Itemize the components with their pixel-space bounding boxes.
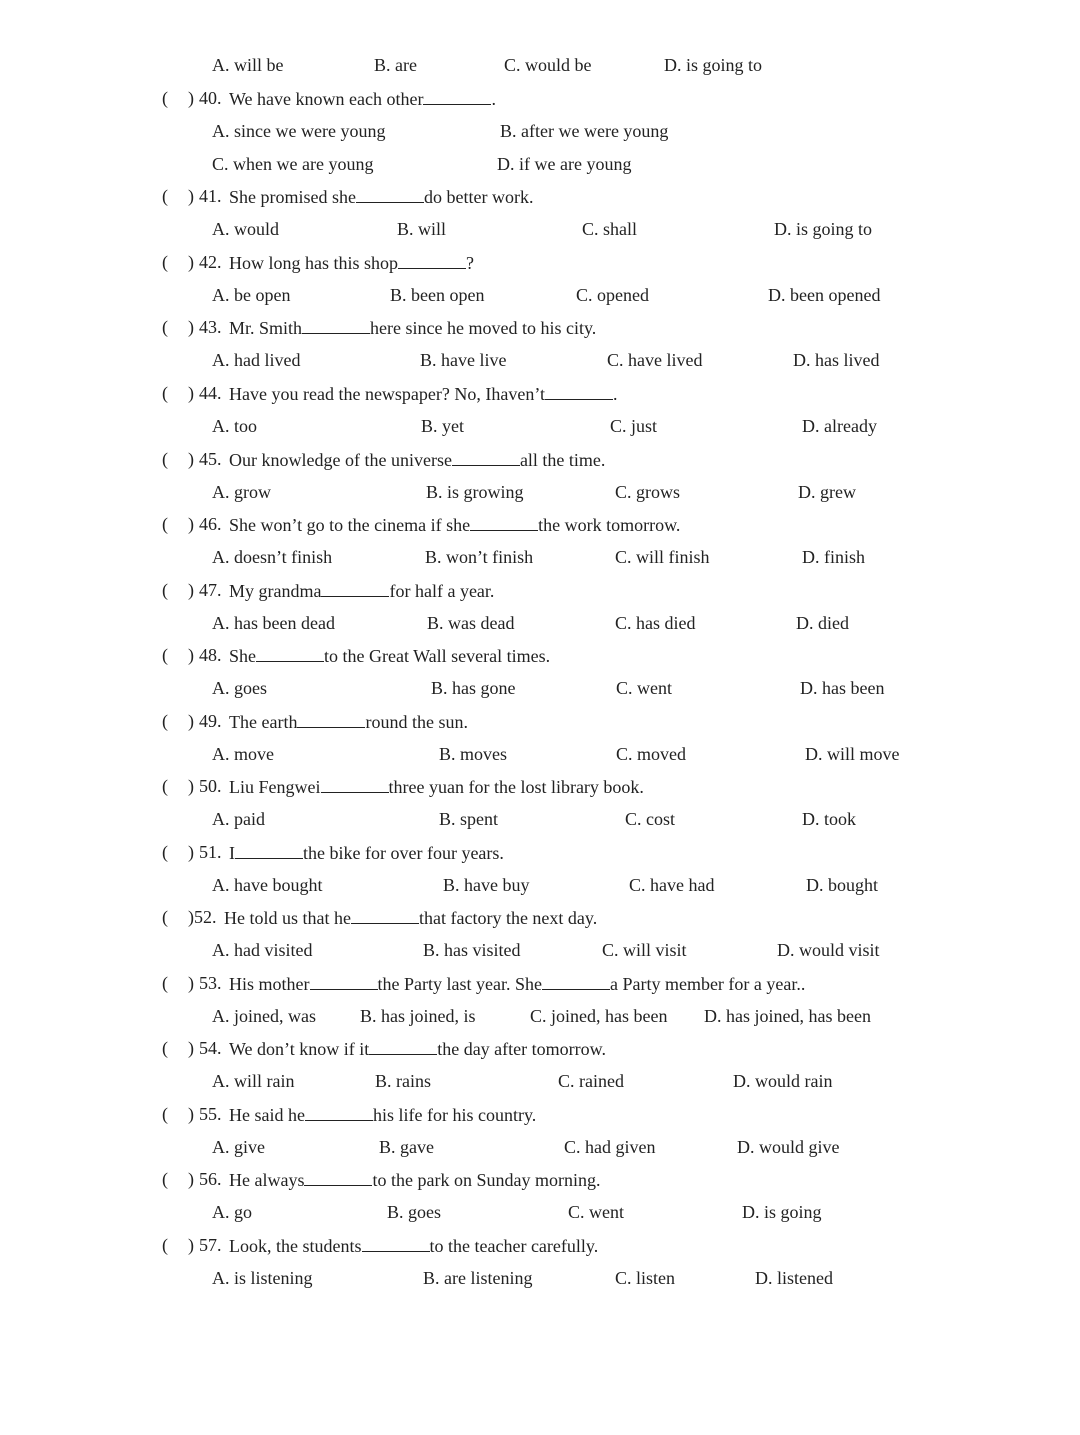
- question-number: 48.: [199, 645, 222, 665]
- q56-option-c: C. went: [568, 1202, 624, 1222]
- answer-paren-open: (: [162, 580, 168, 600]
- answer-paren-close: ): [188, 645, 194, 665]
- q53-option-d: D. has joined, has been: [704, 1006, 871, 1026]
- answer-paren-close: ): [188, 186, 194, 206]
- answer-blank: [452, 446, 520, 466]
- q55-option-a: A. give: [212, 1137, 265, 1157]
- q43-option-b: B. have live: [420, 350, 507, 370]
- q55-option-d: D. would give: [737, 1137, 840, 1157]
- q39-option-a: A. will be: [212, 55, 284, 75]
- answer-paren-close: ): [188, 1169, 194, 1189]
- question-stem: My grandma for half a year.: [229, 577, 494, 604]
- q44-option-c: C. just: [610, 416, 658, 436]
- q50-option-d: D. took: [802, 809, 856, 829]
- q52-option-c: C. will visit: [602, 940, 687, 960]
- question-number: 51.: [199, 842, 222, 862]
- question-stem: Liu Fengwei three yuan for the lost library book.: [229, 773, 644, 800]
- answer-blank: [305, 1101, 373, 1121]
- q48-option-d: D. has been: [800, 678, 885, 698]
- question-number: 46.: [199, 514, 222, 534]
- answer-paren-open: (: [162, 252, 168, 272]
- q56-option-d: D. is going: [742, 1202, 822, 1222]
- answer-blank: [545, 380, 613, 400]
- q45-option-d: D. grew: [798, 482, 856, 502]
- q56-option-a: A. go: [212, 1202, 252, 1222]
- question-number: 50.: [199, 776, 222, 796]
- question-stem: Have you read the newspaper? No, Ihaven’t .: [229, 380, 618, 407]
- q54-option-c: C. rained: [558, 1071, 624, 1091]
- question-number: 43.: [199, 317, 222, 337]
- answer-paren-open: (: [162, 383, 168, 403]
- answer-paren-close: ): [188, 317, 194, 337]
- q46-option-b: B. won’t finish: [425, 547, 534, 567]
- answer-paren-close: ): [188, 383, 194, 403]
- answer-paren-close: ): [188, 580, 194, 600]
- answer-blank: [235, 839, 303, 859]
- q40-option-c: C. when we are young: [212, 154, 374, 174]
- answer-blank: [321, 773, 389, 793]
- answer-paren-open: (: [162, 1104, 168, 1124]
- answer-blank: [304, 1166, 372, 1186]
- q51-option-c: C. have had: [629, 875, 715, 895]
- q39-option-c: C. would be: [504, 55, 592, 75]
- q55-option-c: C. had given: [564, 1137, 656, 1157]
- q46-option-c: C. will finish: [615, 547, 710, 567]
- answer-paren-close: ): [188, 1104, 194, 1124]
- question-number: 41.: [199, 186, 222, 206]
- q47-option-b: B. was dead: [427, 613, 515, 633]
- answer-blank: [302, 314, 370, 334]
- q41-option-d: D. is going to: [774, 219, 873, 239]
- question-stem: Look, the students to the teacher carefully.: [229, 1232, 598, 1259]
- q45-option-b: B. is growing: [426, 482, 524, 502]
- q53-option-c: C. joined, has been: [530, 1006, 668, 1026]
- answer-paren-open: (: [162, 711, 168, 731]
- q42-option-b: B. been open: [390, 285, 485, 305]
- q57-option-c: C. listen: [615, 1268, 676, 1288]
- q50-option-b: B. spent: [439, 809, 499, 829]
- q52-option-d: D. would visit: [777, 940, 880, 960]
- answer-paren-close: ): [188, 1038, 194, 1058]
- q49-option-a: A. move: [212, 744, 274, 764]
- question-number: 49.: [199, 711, 222, 731]
- question-number: 56.: [199, 1169, 222, 1189]
- answer-blank: [310, 970, 378, 990]
- question-stem: She promised she do better work.: [229, 183, 533, 210]
- q40-option-d: D. if we are young: [497, 154, 632, 174]
- q47-option-c: C. has died: [615, 613, 696, 633]
- answer-paren-open: (: [162, 1235, 168, 1255]
- q52-option-b: B. has visited: [423, 940, 521, 960]
- answer-paren-open: (: [162, 842, 168, 862]
- q39-option-d: D. is going to: [664, 55, 763, 75]
- answer-paren-open: (: [162, 449, 168, 469]
- q50-option-c: C. cost: [625, 809, 676, 829]
- question-stem: Mr. Smith here since he moved to his city.: [229, 314, 596, 341]
- question-number: 54.: [199, 1038, 222, 1058]
- answer-paren-open: (: [162, 973, 168, 993]
- answer-paren-open: (: [162, 1038, 168, 1058]
- question-stem: The earth round the sun.: [229, 708, 468, 735]
- q41-option-c: C. shall: [582, 219, 638, 239]
- q41-option-b: B. will: [397, 219, 447, 239]
- answer-paren-close: ): [188, 514, 194, 534]
- answer-paren-close: ): [188, 776, 194, 796]
- q46-option-a: A. doesn’t finish: [212, 547, 333, 567]
- q49-option-c: C. moved: [616, 744, 686, 764]
- q57-option-a: A. is listening: [212, 1268, 313, 1288]
- q49-option-d: D. will move: [805, 744, 900, 764]
- q45-option-a: A. grow: [212, 482, 271, 502]
- q43-option-c: C. have lived: [607, 350, 703, 370]
- question-stem: She to the Great Wall several times.: [229, 642, 550, 669]
- answer-paren-open: (: [162, 186, 168, 206]
- q46-option-d: D. finish: [802, 547, 865, 567]
- q54-option-b: B. rains: [375, 1071, 431, 1091]
- answer-blank: [470, 511, 538, 531]
- answer-paren-close: ): [188, 711, 194, 731]
- answer-paren-open: (: [162, 645, 168, 665]
- question-number: 44.: [199, 383, 222, 403]
- q51-option-a: A. have bought: [212, 875, 323, 895]
- answer-paren-close: ): [188, 88, 194, 108]
- q53-option-b: B. has joined, is: [360, 1006, 476, 1026]
- question-stem: She won’t go to the cinema if she the work tomorrow.: [229, 511, 680, 538]
- q48-option-b: B. has gone: [431, 678, 516, 698]
- q40-option-b: B. after we were young: [500, 121, 669, 141]
- question-stem: I the bike for over four years.: [229, 839, 504, 866]
- q47-option-d: D. died: [796, 613, 849, 633]
- answer-blank: [256, 642, 324, 662]
- question-stem: He told us that he that factory the next day.: [224, 904, 597, 931]
- q55-option-b: B. gave: [379, 1137, 434, 1157]
- q44-option-d: D. already: [802, 416, 877, 436]
- q51-option-d: D. bought: [806, 875, 878, 895]
- q47-option-a: A. has been dead: [212, 613, 335, 633]
- question-stem: He said he his life for his country.: [229, 1101, 536, 1128]
- q42-option-d: D. been opened: [768, 285, 881, 305]
- q40-option-a: A. since we were young: [212, 121, 386, 141]
- answer-paren-close: ): [188, 1235, 194, 1255]
- q56-option-b: B. goes: [387, 1202, 441, 1222]
- question-number: 45.: [199, 449, 222, 469]
- question-number: 57.: [199, 1235, 222, 1255]
- answer-paren-open: (: [162, 317, 168, 337]
- q54-option-d: D. would rain: [733, 1071, 833, 1091]
- answer-blank: [398, 249, 466, 269]
- answer-paren-open: (: [162, 88, 168, 108]
- answer-blank: [356, 183, 424, 203]
- question-number: 40.: [199, 88, 222, 108]
- answer-blank: [297, 708, 365, 728]
- question-stem: Our knowledge of the universe all the time.: [229, 446, 605, 473]
- q41-option-a: A. would: [212, 219, 279, 239]
- question-stem: How long has this shop ?: [229, 249, 474, 276]
- question-number: 47.: [199, 580, 222, 600]
- question-number: 53.: [199, 973, 222, 993]
- answer-paren-open: (: [162, 907, 168, 927]
- answer-paren-open: (: [162, 776, 168, 796]
- answer-blank: [423, 85, 491, 105]
- q44-option-b: B. yet: [421, 416, 464, 436]
- q42-option-a: A. be open: [212, 285, 291, 305]
- answer-paren-open: (: [162, 514, 168, 534]
- q50-option-a: A. paid: [212, 809, 265, 829]
- q52-option-a: A. had visited: [212, 940, 313, 960]
- q57-option-d: D. listened: [755, 1268, 833, 1288]
- answer-paren-open: (: [162, 1169, 168, 1189]
- q43-option-a: A. had lived: [212, 350, 301, 370]
- q45-option-c: C. grows: [615, 482, 681, 502]
- answer-blank: [321, 577, 389, 597]
- question-stem: We don’t know if it the day after tomorrow.: [229, 1035, 606, 1062]
- q39-option-b: B. are: [374, 55, 417, 75]
- q53-option-a: A. joined, was: [212, 1006, 316, 1026]
- answer-blank: [362, 1232, 430, 1252]
- answer-paren-close-with-number: )52.: [188, 907, 217, 927]
- q42-option-c: C. opened: [576, 285, 649, 305]
- q57-option-b: B. are listening: [423, 1268, 533, 1288]
- answer-blank: [351, 904, 419, 924]
- question-stem: His mother the Party last year. She a Party member for a year..: [229, 970, 805, 997]
- q48-option-c: C. went: [616, 678, 672, 698]
- q51-option-b: B. have buy: [443, 875, 530, 895]
- question-stem: We have known each other .: [229, 85, 496, 112]
- q49-option-b: B. moves: [439, 744, 508, 764]
- answer-paren-close: ): [188, 252, 194, 272]
- answer-blank: [369, 1035, 437, 1055]
- q48-option-a: A. goes: [212, 678, 267, 698]
- answer-paren-close: ): [188, 449, 194, 469]
- answer-paren-close: ): [188, 842, 194, 862]
- question-number: 42.: [199, 252, 222, 272]
- question-stem: He always to the park on Sunday morning.: [229, 1166, 600, 1193]
- q54-option-a: A. will rain: [212, 1071, 295, 1091]
- answer-paren-close: ): [188, 973, 194, 993]
- q43-option-d: D. has lived: [793, 350, 880, 370]
- q44-option-a: A. too: [212, 416, 257, 436]
- answer-blank: [542, 970, 610, 990]
- question-number: 55.: [199, 1104, 222, 1124]
